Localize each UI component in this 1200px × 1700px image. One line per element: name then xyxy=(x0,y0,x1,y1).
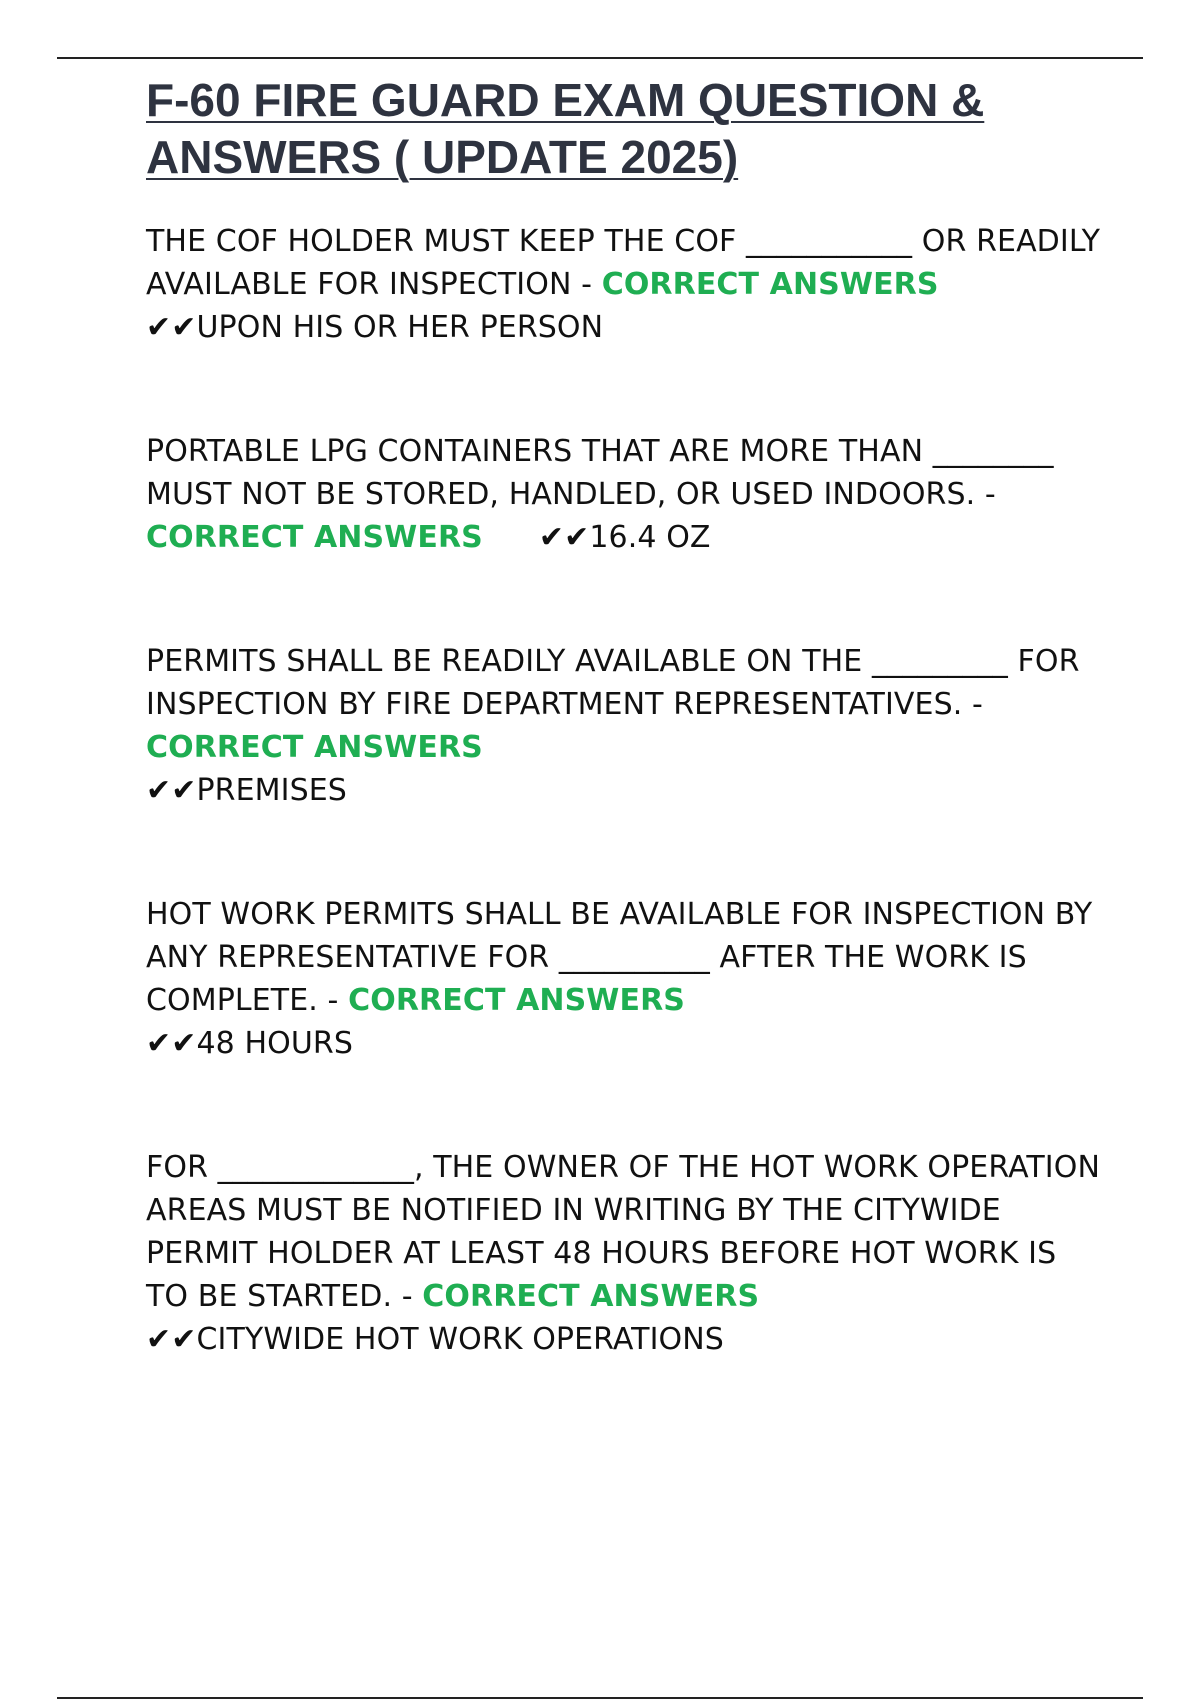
document-title: F-60 FIRE GUARD EXAM QUESTION & ANSWERS ( UPDATE 2025) xyxy=(146,74,985,183)
qa-item-1 xyxy=(146,220,1106,349)
question-text: PERMITS SHALL BE READILY AVAILABLE ON THE _________ FOR INSPECTION BY FIRE DEPARTMENT REPRESENTATIVES. - xyxy=(146,644,1080,722)
correct-answers-label: CORRECT ANSWERS xyxy=(422,1279,760,1314)
question-text: THE COF HOLDER MUST KEEP THE COF ___________ OR READILY AVAILABLE FOR INSPECTION - xyxy=(146,224,1101,302)
question-text: HOT WORK PERMITS SHALL BE AVAILABLE FOR INSPECTION BY ANY REPRESENTATIVE FOR __________ AFTER THE WORK IS COMPLETE. - xyxy=(146,897,1093,1018)
correct-answers-label: CORRECT ANSWERS xyxy=(348,983,685,1018)
correct-answers-label: CORRECT ANSWERS xyxy=(601,267,939,302)
check-marks-icon: ✔✔ xyxy=(146,773,197,808)
qa-item-2 xyxy=(146,430,1106,559)
qa-item-4 xyxy=(146,893,1106,1065)
answer-text: 16.4 OZ xyxy=(589,520,711,555)
document-page xyxy=(146,72,1106,1442)
correct-answers-label: CORRECT ANSWERS xyxy=(146,520,483,555)
check-marks-icon: ✔✔ xyxy=(146,1322,197,1357)
check-marks-icon: ✔✔ xyxy=(146,310,197,345)
answer-text: 48 HOURS xyxy=(196,1026,354,1061)
top-divider xyxy=(57,57,1143,59)
check-marks-icon: ✔✔ xyxy=(538,520,590,555)
check-marks-icon: ✔✔ xyxy=(146,1026,197,1061)
correct-answers-label: CORRECT ANSWERS xyxy=(146,730,483,765)
answer-text: PREMISES xyxy=(196,773,347,808)
qa-item-5 xyxy=(146,1146,1106,1361)
bottom-divider xyxy=(57,1697,1143,1699)
answer-text: UPON HIS OR HER PERSON xyxy=(196,310,604,345)
question-text: PORTABLE LPG CONTAINERS THAT ARE MORE THAN ________ MUST NOT BE STORED, HANDLED, OR USED INDOORS. - xyxy=(146,434,1054,512)
qa-item-3 xyxy=(146,640,1106,812)
answer-text: CITYWIDE HOT WORK OPERATIONS xyxy=(196,1322,724,1357)
question-text: FOR _____________, THE OWNER OF THE HOT WORK OPERATION AREAS MUST BE NOTIFIED IN WRITING BY THE CITYWIDE PERMIT HOLDER AT LEAST 48 HOURS BEFORE HOT WORK IS TO BE STARTED. - xyxy=(146,1150,1101,1314)
